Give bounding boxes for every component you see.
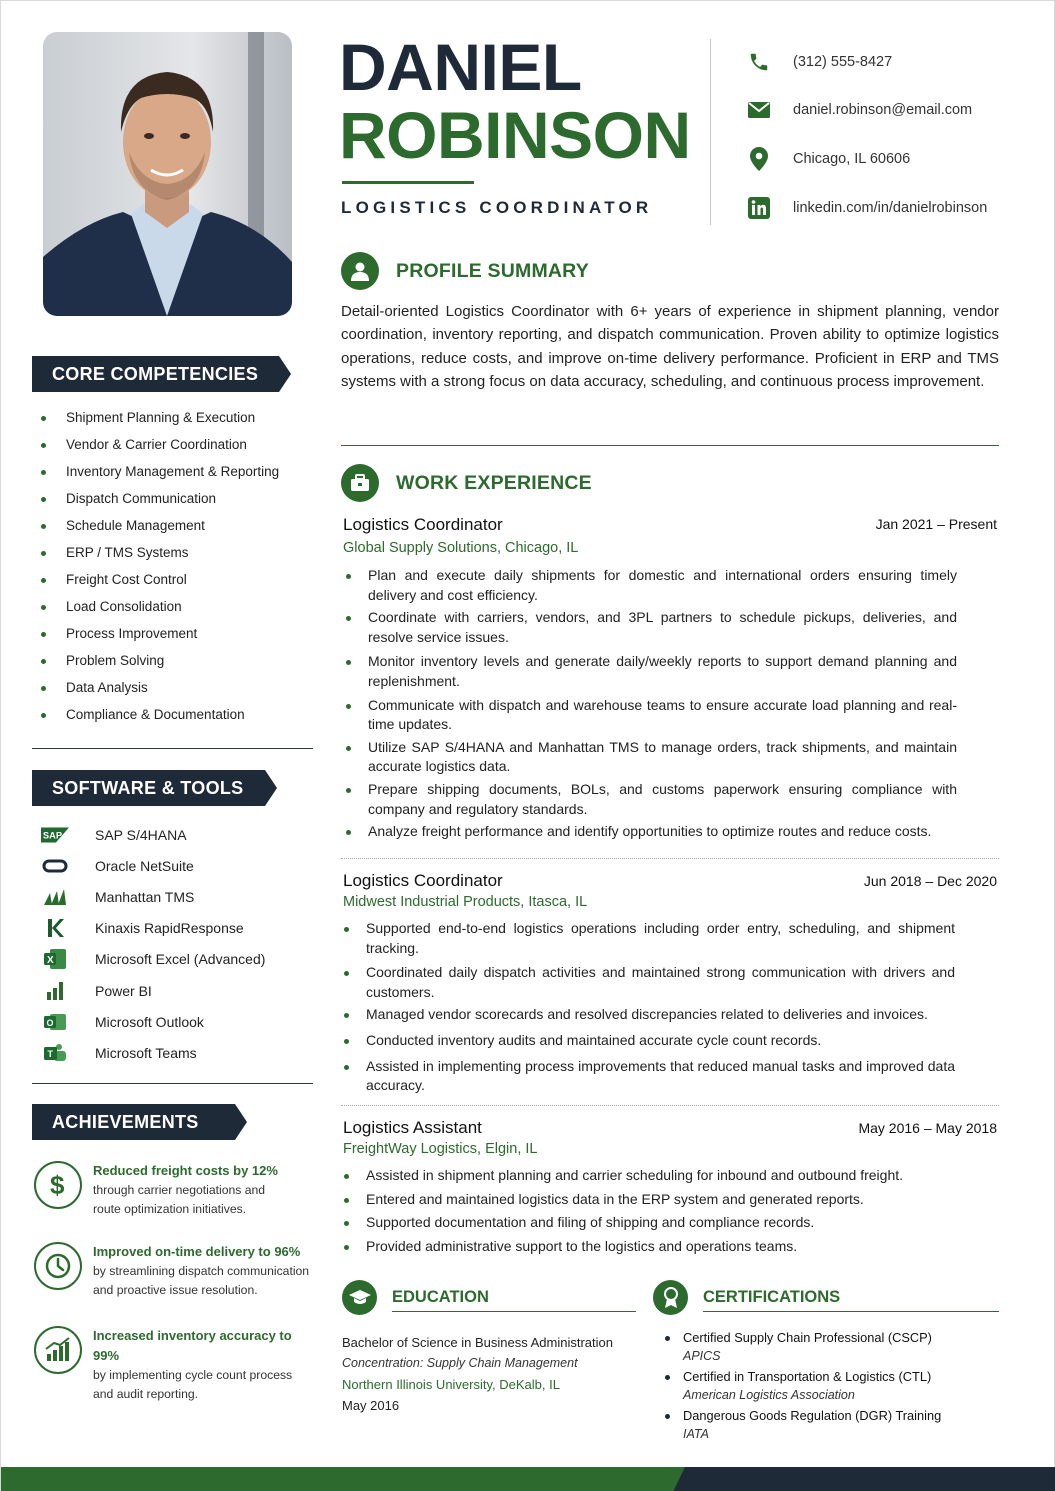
- certification-name: Dangerous Goods Regulation (DGR) Training: [683, 1408, 942, 1423]
- achievements-title: ACHIEVEMENTS: [52, 1112, 199, 1132]
- graduation-cap-icon: [342, 1280, 377, 1315]
- email-value[interactable]: daniel.robinson@email.com: [793, 102, 973, 118]
- svg-text:T: T: [47, 1048, 53, 1059]
- profile-summary-header: [341, 252, 589, 290]
- achievement-item: [34, 1161, 319, 1219]
- job-bullet: Monitor inventory levels and generate daily/weekly reports to support demand planning and replenishment.: [345, 652, 957, 691]
- competency-item: Compliance & Documentation: [39, 702, 309, 729]
- competency-item: Inventory Management & Reporting: [39, 459, 309, 486]
- certifications-list: [663, 1329, 1003, 1446]
- work-experience-title: WORK EXPERIENCE: [396, 471, 592, 494]
- competency-item: Vendor & Carrier Coordination: [39, 432, 309, 459]
- profile-summary-title: PROFILE SUMMARY: [396, 259, 589, 282]
- achievement-headline: Improved on-time delivery to 96%: [93, 1244, 301, 1259]
- tool-item: [41, 944, 311, 975]
- competency-item: Schedule Management: [39, 513, 309, 540]
- sap-icon: [41, 824, 69, 846]
- job-dates: Jan 2021 – Present: [875, 516, 997, 532]
- competencies-list: [39, 405, 309, 729]
- certification-org: IATA: [683, 1427, 709, 1441]
- job-bullet: Analyze freight performance and identify opportunities to optimize routes and reduce costs.: [345, 822, 957, 842]
- contact-email: [747, 98, 972, 122]
- job-title: Logistics Assistant: [343, 1118, 482, 1137]
- achievement-detail: and proactive issue resolution.: [93, 1283, 258, 1297]
- certification-org: American Logistics Association: [683, 1388, 855, 1402]
- education-title: EDUCATION: [392, 1288, 489, 1306]
- job-bullet: Assisted in shipment planning and carrier scheduling for inbound and outbound freight.: [343, 1166, 963, 1186]
- oracle-icon: [41, 855, 69, 877]
- certification-org: APICS: [683, 1349, 721, 1363]
- achievement-detail: by implementing cycle count process: [93, 1368, 293, 1382]
- job-bullet: Entered and maintained logistics data in the ERP system and generated reports.: [343, 1190, 963, 1210]
- outlook-icon: [41, 1011, 69, 1033]
- linkedin-value[interactable]: linkedin.com/in/danielrobinson: [793, 200, 988, 216]
- job-role: LOGISTICS COORDINATOR: [341, 198, 653, 217]
- software-tools-banner: [32, 770, 265, 806]
- job-bullet: Provided administrative support to the logistics and operations teams.: [343, 1237, 963, 1257]
- briefcase-icon: [341, 464, 379, 502]
- tool-label: Manhattan TMS: [95, 888, 195, 905]
- achievement-item: [34, 1326, 319, 1404]
- job-bullets: [345, 566, 957, 842]
- software-tools-title: SOFTWARE & TOOLS: [52, 778, 244, 798]
- job-company: Global Supply Solutions, Chicago, IL: [343, 540, 579, 556]
- core-competencies-banner: [32, 356, 279, 392]
- achievement-detail: by streamlining dispatch communication: [93, 1264, 310, 1278]
- work-experience-header: [341, 464, 592, 502]
- certification-item: [663, 1329, 1003, 1365]
- job-bullet: Supported documentation and filing of shipping and compliance records.: [343, 1213, 963, 1233]
- tool-label: Power BI: [95, 982, 152, 999]
- contact-phone: [747, 50, 892, 74]
- phone-icon: [747, 50, 771, 74]
- competency-item: Dispatch Communication: [39, 486, 309, 513]
- certification-name: Certified in Transportation & Logistics (CTL): [683, 1369, 932, 1384]
- tool-item: [41, 913, 311, 944]
- dollar-icon: [34, 1161, 82, 1209]
- job-bullets: [343, 1166, 963, 1256]
- first-name: DANIEL: [339, 30, 582, 104]
- tool-item: [41, 975, 311, 1006]
- divider: [32, 748, 313, 749]
- job-bullet: Coordinate with carriers, vendors, and 3PL partners to schedule pickups, deliveries, and resolve service issues.: [345, 608, 957, 647]
- job-bullets: [343, 919, 955, 1096]
- last-name: ROBINSON: [339, 98, 691, 172]
- degree: Bachelor of Science in Business Administration: [342, 1335, 613, 1350]
- certifications-title: CERTIFICATIONS: [703, 1288, 841, 1306]
- contact-location: [747, 147, 910, 171]
- job-separator: [341, 858, 999, 859]
- job-bullet: Communicate with dispatch and warehouse teams to ensure accurate load planning and real-time updates.: [345, 696, 957, 735]
- excel-icon: [41, 948, 69, 970]
- job-bullet: Prepare shipping documents, BOLs, and customs paperwork ensuring compliance with company and regulatory standards.: [345, 780, 957, 819]
- divider: [32, 1083, 313, 1084]
- teams-icon: [41, 1042, 69, 1064]
- tool-label: Microsoft Teams: [95, 1044, 197, 1061]
- tool-label: Microsoft Excel (Advanced): [95, 951, 266, 968]
- chart-icon: [34, 1326, 82, 1374]
- job-bullet: Supported end-to-end logistics operations including order entry, scheduling, and shipment tracking.: [343, 919, 955, 958]
- achievement-headline: Reduced freight costs by 12%: [93, 1163, 278, 1178]
- svg-text:X: X: [47, 955, 54, 967]
- job-title: Logistics Coordinator: [343, 515, 503, 534]
- profile-summary-text: Detail-oriented Logistics Coordinator with 6+ years of experience in shipment planning, vendor coordination, inventory reporting, and dispatch communication. Proven ability to optimize logistics operations, reduce costs, and improve on-time delivery performance. Proficient in ERP and TMS systems with a strong focus on data accuracy, scheduling, and continuous process improvement.: [341, 303, 999, 390]
- education-header: [342, 1280, 489, 1315]
- tool-item: [41, 819, 311, 850]
- job-bullet: Utilize SAP S/4HANA and Manhattan TMS to manage orders, track shipments, and maintain accurate logistics data.: [345, 738, 957, 777]
- user-icon: [341, 252, 379, 290]
- svg-text:SAP: SAP: [42, 830, 63, 841]
- competency-item: Freight Cost Control: [39, 567, 309, 594]
- job-bullet: Coordinated daily dispatch activities and maintained strong communication with drivers and customers.: [343, 963, 955, 1002]
- job-company: Midwest Industrial Products, Itasca, IL: [343, 894, 588, 910]
- svg-text:$: $: [50, 1171, 65, 1199]
- education-block: [342, 1332, 642, 1416]
- footer-bar-dark: [673, 1467, 1055, 1491]
- kinaxis-icon: [41, 917, 69, 939]
- achievement-detail: through carrier negotiations and: [93, 1183, 266, 1197]
- phone-value[interactable]: (312) 555-8427: [793, 54, 893, 70]
- core-competencies-title: CORE COMPETENCIES: [52, 364, 259, 384]
- job-separator: [341, 1105, 999, 1106]
- tool-item: [41, 881, 311, 912]
- job-title: Logistics Coordinator: [343, 871, 503, 890]
- achievements-banner: [32, 1104, 235, 1140]
- university: Northern Illinois University, DeKalb, IL: [342, 1377, 560, 1392]
- email-icon: [747, 98, 771, 122]
- competency-item: Load Consolidation: [39, 594, 309, 621]
- tool-item: [41, 850, 311, 881]
- vertical-divider: [710, 39, 711, 225]
- tool-item: [41, 1037, 311, 1068]
- location-pin-icon: [747, 147, 771, 171]
- manhattan-icon: [41, 886, 69, 908]
- competency-item: Data Analysis: [39, 675, 309, 702]
- job-bullet: Plan and execute daily shipments for domestic and international orders ensuring timely delivery and cost efficiency.: [345, 566, 957, 605]
- powerbi-icon: [41, 980, 69, 1002]
- tools-list: [41, 819, 311, 1069]
- achievement-detail: route optimization initiatives.: [93, 1202, 247, 1216]
- svg-text:O: O: [46, 1017, 54, 1028]
- contact-linkedin: [747, 196, 987, 220]
- tool-item: [41, 1006, 311, 1037]
- competency-item: Shipment Planning & Execution: [39, 405, 309, 432]
- award-ribbon-icon: [653, 1280, 688, 1315]
- job-company: FreightWay Logistics, Elgin, IL: [343, 1141, 538, 1157]
- tool-label: Microsoft Outlook: [95, 1013, 204, 1030]
- certification-item: [663, 1368, 1003, 1404]
- job-dates: Jun 2018 – Dec 2020: [863, 873, 997, 889]
- location-value: Chicago, IL 60606: [793, 151, 911, 167]
- job-bullet: Managed vendor scorecards and resolved discrepancies related to deliveries and invoices.: [343, 1005, 955, 1025]
- tool-label: SAP S/4HANA: [95, 826, 187, 843]
- graduation-date: May 2016: [342, 1398, 400, 1413]
- name-underline: [342, 181, 474, 184]
- profile-photo: [43, 32, 292, 316]
- certification-name: Certified Supply Chain Professional (CSCP): [683, 1330, 932, 1345]
- competency-item: Process Improvement: [39, 621, 309, 648]
- concentration: Concentration: Supply Chain Management: [342, 1356, 578, 1370]
- linkedin-icon: [747, 196, 771, 220]
- achievement-detail: and audit reporting.: [93, 1387, 199, 1401]
- tool-label: Kinaxis RapidResponse: [95, 920, 244, 937]
- tool-label: Oracle NetSuite: [95, 857, 194, 874]
- certifications-underline: [703, 1311, 999, 1312]
- achievement-headline: Increased inventory accuracy to 99%: [93, 1328, 292, 1363]
- job-bullet: Assisted in implementing process improvements that reduced manual tasks and improved data accuracy.: [343, 1057, 955, 1096]
- education-underline: [392, 1311, 636, 1312]
- competency-item: Problem Solving: [39, 648, 309, 675]
- clock-icon: [34, 1242, 82, 1290]
- job-dates: May 2016 – May 2018: [858, 1120, 997, 1136]
- divider: [341, 445, 999, 446]
- achievement-item: [34, 1242, 319, 1300]
- job-bullet: Conducted inventory audits and maintained accurate cycle count records.: [343, 1031, 955, 1051]
- certification-item: [663, 1407, 1003, 1443]
- certifications-header: [653, 1280, 840, 1315]
- competency-item: ERP / TMS Systems: [39, 540, 309, 567]
